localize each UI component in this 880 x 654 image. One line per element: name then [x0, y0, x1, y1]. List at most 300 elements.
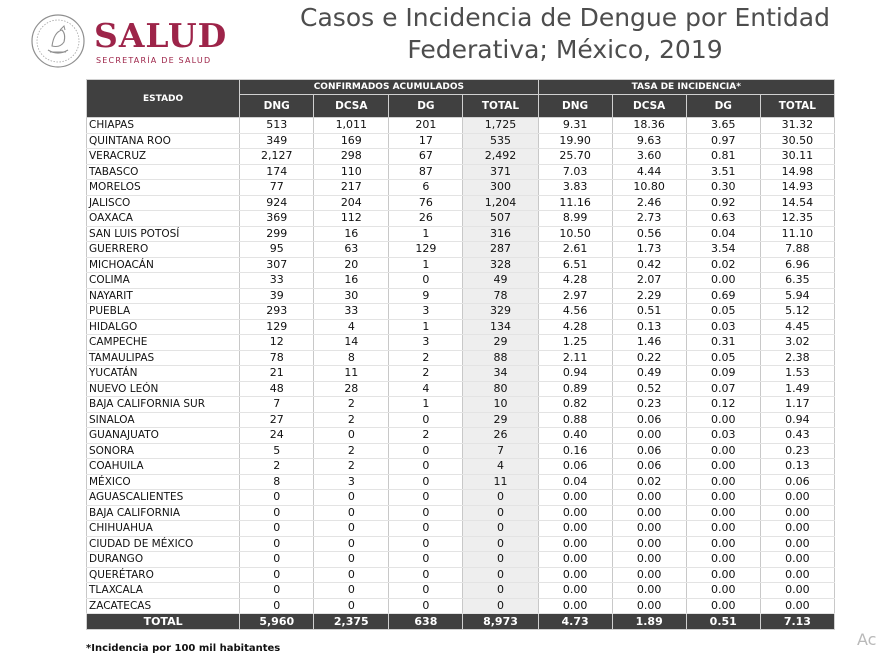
value-cell: 1.25: [538, 335, 612, 351]
value-cell: 0.00: [760, 490, 834, 506]
value-cell: 0: [389, 583, 463, 599]
table-row: [87, 149, 835, 165]
value-cell: 0.07: [686, 381, 760, 397]
value-cell: 0.06: [612, 459, 686, 475]
value-cell: 0: [463, 505, 538, 521]
value-cell: 0.22: [612, 350, 686, 366]
value-cell: 7.88: [760, 242, 834, 258]
value-cell: 78: [463, 288, 538, 304]
value-cell: 2.61: [538, 242, 612, 258]
value-cell: 0.00: [686, 490, 760, 506]
value-cell: 0: [314, 583, 389, 599]
value-cell: 0: [314, 567, 389, 583]
table-row: [87, 474, 835, 490]
total-value-cell: 4.73: [538, 614, 612, 630]
value-cell: 0: [463, 583, 538, 599]
value-cell: 1: [389, 226, 463, 242]
value-cell: 19.90: [538, 133, 612, 149]
value-cell: 0.09: [686, 366, 760, 382]
value-cell: 0: [463, 598, 538, 614]
value-cell: 0.04: [686, 226, 760, 242]
value-cell: 0.00: [760, 536, 834, 552]
value-cell: 0.00: [760, 505, 834, 521]
column-header: DCSA: [314, 95, 389, 118]
page-title: [240, 2, 880, 66]
column-header: DG: [389, 95, 463, 118]
value-cell: 11: [463, 474, 538, 490]
value-cell: 0.00: [686, 505, 760, 521]
value-cell: 80: [463, 381, 538, 397]
column-header: DCSA: [612, 95, 686, 118]
value-cell: 169: [314, 133, 389, 149]
table-row: [87, 412, 835, 428]
state-name-cell: YUCATÁN: [87, 366, 240, 382]
value-cell: 0: [240, 583, 314, 599]
table-row: [87, 118, 835, 134]
state-name-cell: DURANGO: [87, 552, 240, 568]
value-cell: 4: [314, 319, 389, 335]
value-cell: 4.44: [612, 164, 686, 180]
value-cell: 112: [314, 211, 389, 227]
value-cell: 0.03: [686, 428, 760, 444]
value-cell: 6.35: [760, 273, 834, 289]
state-name-cell: GUANAJUATO: [87, 428, 240, 444]
value-cell: 33: [314, 304, 389, 320]
state-name-cell: TABASCO: [87, 164, 240, 180]
value-cell: 0.00: [760, 567, 834, 583]
value-cell: 0.00: [538, 505, 612, 521]
state-name-cell: CHIAPAS: [87, 118, 240, 134]
table-row: [87, 397, 835, 413]
value-cell: 2.38: [760, 350, 834, 366]
value-cell: 0: [389, 521, 463, 537]
value-cell: 11: [314, 366, 389, 382]
value-cell: 3.02: [760, 335, 834, 351]
value-cell: 0.00: [760, 583, 834, 599]
column-header: DNG: [538, 95, 612, 118]
value-cell: 1,725: [463, 118, 538, 134]
table-row: [87, 521, 835, 537]
value-cell: 0.00: [686, 273, 760, 289]
value-cell: 0.00: [538, 521, 612, 537]
value-cell: 2: [314, 459, 389, 475]
value-cell: 0: [463, 490, 538, 506]
value-cell: 1: [389, 257, 463, 273]
value-cell: 0.52: [612, 381, 686, 397]
value-cell: 31.32: [760, 118, 834, 134]
value-cell: 0: [389, 567, 463, 583]
state-name-cell: CIUDAD DE MÉXICO: [87, 536, 240, 552]
value-cell: 0: [240, 490, 314, 506]
value-cell: 0.00: [612, 428, 686, 444]
state-name-cell: OAXACA: [87, 211, 240, 227]
value-cell: 0.00: [686, 412, 760, 428]
value-cell: 0: [314, 521, 389, 537]
value-cell: 95: [240, 242, 314, 258]
value-cell: 14.93: [760, 180, 834, 196]
group-header-row: [87, 80, 835, 95]
table-row: [87, 257, 835, 273]
value-cell: 0: [389, 505, 463, 521]
value-cell: 0.00: [612, 552, 686, 568]
value-cell: 329: [463, 304, 538, 320]
state-name-cell: CAMPECHE: [87, 335, 240, 351]
value-cell: 14.54: [760, 195, 834, 211]
value-cell: 0.05: [686, 304, 760, 320]
value-cell: 0.00: [538, 490, 612, 506]
value-cell: 0: [463, 567, 538, 583]
table-row: [87, 164, 835, 180]
value-cell: 0.00: [538, 598, 612, 614]
column-header: DG: [686, 95, 760, 118]
value-cell: 217: [314, 180, 389, 196]
value-cell: 2,492: [463, 149, 538, 165]
value-cell: 0: [389, 443, 463, 459]
value-cell: 0.00: [760, 598, 834, 614]
value-cell: 0.00: [538, 567, 612, 583]
value-cell: 30.50: [760, 133, 834, 149]
table-row: [87, 242, 835, 258]
value-cell: 0.12: [686, 397, 760, 413]
value-cell: 33: [240, 273, 314, 289]
state-name-cell: BAJA CALIFORNIA: [87, 505, 240, 521]
value-cell: 16: [314, 226, 389, 242]
value-cell: 9: [389, 288, 463, 304]
value-cell: 7: [240, 397, 314, 413]
value-cell: 0: [314, 490, 389, 506]
value-cell: 0.69: [686, 288, 760, 304]
value-cell: 316: [463, 226, 538, 242]
total-value-cell: 2,375: [314, 614, 389, 630]
state-name-cell: MICHOACÁN: [87, 257, 240, 273]
state-name-cell: TLAXCALA: [87, 583, 240, 599]
value-cell: 0: [389, 459, 463, 475]
value-cell: 0.92: [686, 195, 760, 211]
table-row: [87, 459, 835, 475]
value-cell: 3: [389, 304, 463, 320]
value-cell: 0.02: [612, 474, 686, 490]
value-cell: 30.11: [760, 149, 834, 165]
value-cell: 0: [240, 552, 314, 568]
value-cell: 0.05: [686, 350, 760, 366]
value-cell: 1.46: [612, 335, 686, 351]
value-cell: 0.00: [686, 583, 760, 599]
value-cell: 0.04: [538, 474, 612, 490]
value-cell: 2: [389, 428, 463, 444]
value-cell: 11.16: [538, 195, 612, 211]
value-cell: 0.00: [612, 521, 686, 537]
column-header: TOTAL: [760, 95, 834, 118]
value-cell: 2: [314, 412, 389, 428]
value-cell: 76: [389, 195, 463, 211]
table-row: [87, 133, 835, 149]
value-cell: 0.30: [686, 180, 760, 196]
value-cell: 0: [240, 505, 314, 521]
value-cell: 14: [314, 335, 389, 351]
state-name-cell: COAHUILA: [87, 459, 240, 475]
value-cell: 328: [463, 257, 538, 273]
value-cell: 0.06: [760, 474, 834, 490]
table-row: [87, 288, 835, 304]
value-cell: 88: [463, 350, 538, 366]
value-cell: 1.53: [760, 366, 834, 382]
value-cell: 349: [240, 133, 314, 149]
column-header: DNG: [240, 95, 314, 118]
value-cell: 0.00: [538, 552, 612, 568]
table-row: [87, 598, 835, 614]
value-cell: 2.07: [612, 273, 686, 289]
value-cell: 39: [240, 288, 314, 304]
value-cell: 0.02: [686, 257, 760, 273]
value-cell: 4: [463, 459, 538, 475]
value-cell: 0.00: [686, 521, 760, 537]
value-cell: 1: [389, 319, 463, 335]
state-name-cell: SONORA: [87, 443, 240, 459]
state-name-cell: JALISCO: [87, 195, 240, 211]
value-cell: 0: [240, 598, 314, 614]
state-name-cell: MÉXICO: [87, 474, 240, 490]
value-cell: 34: [463, 366, 538, 382]
column-header: TOTAL: [463, 95, 538, 118]
value-cell: 2,127: [240, 149, 314, 165]
state-name-cell: COLIMA: [87, 273, 240, 289]
table-row: [87, 381, 835, 397]
value-cell: 0.88: [538, 412, 612, 428]
value-cell: 0: [314, 536, 389, 552]
value-cell: 0.00: [686, 552, 760, 568]
value-cell: 0.81: [686, 149, 760, 165]
value-cell: 7.03: [538, 164, 612, 180]
value-cell: 1.49: [760, 381, 834, 397]
value-cell: 0: [389, 536, 463, 552]
value-cell: 507: [463, 211, 538, 227]
value-cell: 204: [314, 195, 389, 211]
table-row: [87, 211, 835, 227]
value-cell: 2.73: [612, 211, 686, 227]
value-cell: 0.40: [538, 428, 612, 444]
value-cell: 0.00: [686, 474, 760, 490]
state-name-cell: AGUASCALIENTES: [87, 490, 240, 506]
value-cell: 3.65: [686, 118, 760, 134]
value-cell: 29: [463, 335, 538, 351]
value-cell: 11.10: [760, 226, 834, 242]
value-cell: 0: [240, 536, 314, 552]
total-value-cell: 8,973: [463, 614, 538, 630]
table-row: [87, 319, 835, 335]
value-cell: 0: [314, 428, 389, 444]
value-cell: 0.06: [612, 443, 686, 459]
value-cell: 5: [240, 443, 314, 459]
value-cell: 0.63: [686, 211, 760, 227]
table-body: [87, 118, 835, 614]
value-cell: 4.45: [760, 319, 834, 335]
brand-name: SALUD: [94, 16, 228, 55]
value-cell: 0.06: [538, 459, 612, 475]
table-row: [87, 366, 835, 382]
value-cell: 2: [389, 350, 463, 366]
value-cell: 48: [240, 381, 314, 397]
value-cell: 49: [463, 273, 538, 289]
value-cell: 201: [389, 118, 463, 134]
value-cell: 2: [314, 397, 389, 413]
table-row: [87, 350, 835, 366]
value-cell: 26: [389, 211, 463, 227]
value-cell: 21: [240, 366, 314, 382]
value-cell: 0.00: [538, 536, 612, 552]
table-row: [87, 536, 835, 552]
title-line-1: Casos e Incidencia de Dengue por Entidad: [300, 3, 830, 32]
total-value-cell: 638: [389, 614, 463, 630]
value-cell: 0.00: [686, 567, 760, 583]
value-cell: 6.51: [538, 257, 612, 273]
value-cell: 4.28: [538, 273, 612, 289]
value-cell: 0.00: [612, 583, 686, 599]
value-cell: 0.00: [760, 521, 834, 537]
value-cell: 9.63: [612, 133, 686, 149]
value-cell: 293: [240, 304, 314, 320]
brand-subtitle: SECRETARÍA DE SALUD: [96, 56, 212, 65]
value-cell: 12: [240, 335, 314, 351]
value-cell: 307: [240, 257, 314, 273]
value-cell: 134: [463, 319, 538, 335]
value-cell: 6.96: [760, 257, 834, 273]
value-cell: 2: [240, 459, 314, 475]
value-cell: 0.00: [686, 598, 760, 614]
value-cell: 5.12: [760, 304, 834, 320]
value-cell: 25.70: [538, 149, 612, 165]
value-cell: 27: [240, 412, 314, 428]
value-cell: 10.80: [612, 180, 686, 196]
value-cell: 5.94: [760, 288, 834, 304]
value-cell: 7: [463, 443, 538, 459]
value-cell: 8: [240, 474, 314, 490]
state-name-cell: GUERRERO: [87, 242, 240, 258]
value-cell: 2.11: [538, 350, 612, 366]
value-cell: 4.28: [538, 319, 612, 335]
value-cell: 0.00: [686, 536, 760, 552]
state-name-cell: NAYARIT: [87, 288, 240, 304]
value-cell: 1.17: [760, 397, 834, 413]
value-cell: 3.83: [538, 180, 612, 196]
table-row: [87, 273, 835, 289]
header-tasa: TASA DE INCIDENCIA*: [538, 80, 834, 95]
value-cell: 3.54: [686, 242, 760, 258]
value-cell: 371: [463, 164, 538, 180]
value-cell: 0: [463, 521, 538, 537]
value-cell: 78: [240, 350, 314, 366]
value-cell: 4: [389, 381, 463, 397]
table-row: [87, 567, 835, 583]
table-row: [87, 304, 835, 320]
state-name-cell: NUEVO LEÓN: [87, 381, 240, 397]
value-cell: 1,204: [463, 195, 538, 211]
table-row: [87, 490, 835, 506]
value-cell: 0.82: [538, 397, 612, 413]
value-cell: 0: [314, 552, 389, 568]
state-name-cell: QUINTANA ROO: [87, 133, 240, 149]
value-cell: 0.56: [612, 226, 686, 242]
state-name-cell: SAN LUIS POTOSÍ: [87, 226, 240, 242]
value-cell: 30: [314, 288, 389, 304]
total-label-cell: TOTAL: [87, 614, 240, 630]
value-cell: 77: [240, 180, 314, 196]
header-confirmados: CONFIRMADOS ACUMULADOS: [240, 80, 538, 95]
value-cell: 0: [463, 552, 538, 568]
table-row: [87, 583, 835, 599]
value-cell: 0: [314, 505, 389, 521]
value-cell: 0.94: [760, 412, 834, 428]
value-cell: 0: [389, 598, 463, 614]
state-name-cell: HIDALGO: [87, 319, 240, 335]
value-cell: 0.00: [538, 583, 612, 599]
value-cell: 0.13: [760, 459, 834, 475]
value-cell: 14.98: [760, 164, 834, 180]
value-cell: 0.43: [760, 428, 834, 444]
value-cell: 20: [314, 257, 389, 273]
value-cell: 0.94: [538, 366, 612, 382]
value-cell: 28: [314, 381, 389, 397]
value-cell: 300: [463, 180, 538, 196]
value-cell: 0.00: [612, 490, 686, 506]
state-name-cell: PUEBLA: [87, 304, 240, 320]
state-name-cell: QUERÉTARO: [87, 567, 240, 583]
value-cell: 2.29: [612, 288, 686, 304]
state-name-cell: TAMAULIPAS: [87, 350, 240, 366]
total-value-cell: 5,960: [240, 614, 314, 630]
table-row: [87, 505, 835, 521]
value-cell: 0.13: [612, 319, 686, 335]
salud-logo: [30, 12, 230, 72]
value-cell: 0.16: [538, 443, 612, 459]
value-cell: 2.97: [538, 288, 612, 304]
value-cell: 0: [240, 567, 314, 583]
watermark: Ac: [857, 630, 877, 649]
value-cell: 6: [389, 180, 463, 196]
value-cell: 0.00: [612, 536, 686, 552]
value-cell: 0.42: [612, 257, 686, 273]
value-cell: 3: [314, 474, 389, 490]
value-cell: 1: [389, 397, 463, 413]
dengue-table: [86, 79, 835, 630]
value-cell: 12.35: [760, 211, 834, 227]
state-name-cell: SINALOA: [87, 412, 240, 428]
value-cell: 0.00: [686, 443, 760, 459]
value-cell: 10: [463, 397, 538, 413]
total-value-cell: 1.89: [612, 614, 686, 630]
value-cell: 8.99: [538, 211, 612, 227]
table-row: [87, 180, 835, 196]
value-cell: 0.00: [686, 459, 760, 475]
value-cell: 3.60: [612, 149, 686, 165]
value-cell: 2: [314, 443, 389, 459]
state-name-cell: VERACRUZ: [87, 149, 240, 165]
value-cell: 87: [389, 164, 463, 180]
value-cell: 29: [463, 412, 538, 428]
value-cell: 67: [389, 149, 463, 165]
state-name-cell: BAJA CALIFORNIA SUR: [87, 397, 240, 413]
state-name-cell: MORELOS: [87, 180, 240, 196]
value-cell: 8: [314, 350, 389, 366]
value-cell: 0: [463, 536, 538, 552]
table-row: [87, 443, 835, 459]
value-cell: 0: [389, 474, 463, 490]
value-cell: 0: [389, 273, 463, 289]
value-cell: 9.31: [538, 118, 612, 134]
value-cell: 174: [240, 164, 314, 180]
value-cell: 924: [240, 195, 314, 211]
value-cell: 299: [240, 226, 314, 242]
table-row: [87, 335, 835, 351]
